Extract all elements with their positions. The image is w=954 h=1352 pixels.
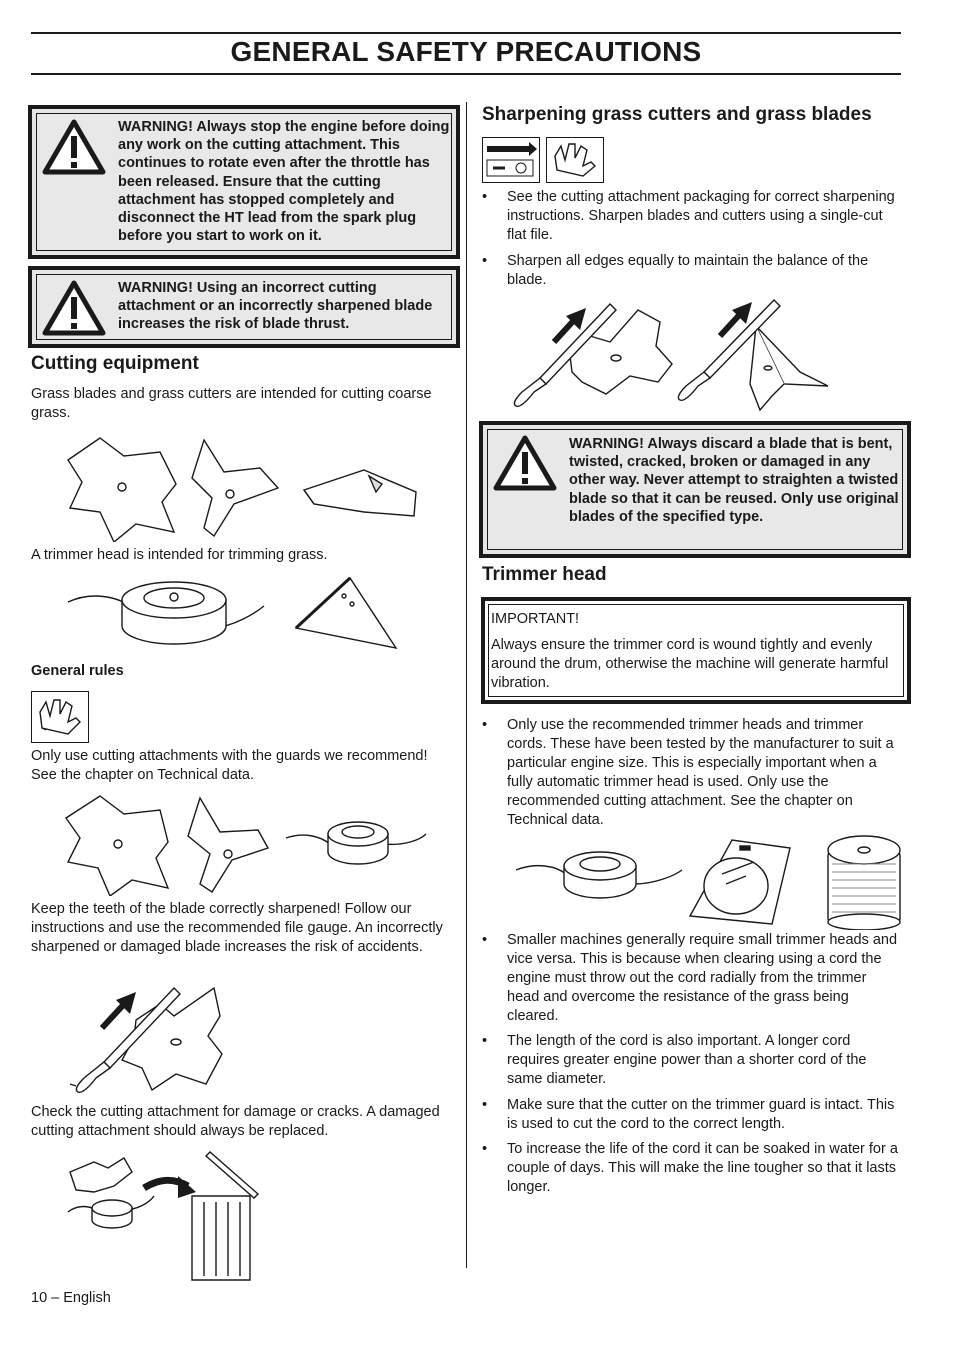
page-title: GENERAL SAFETY PRECAUTIONS [230, 36, 702, 67]
rules-paragraph-2: Keep the teeth of the blade correctly sharpened! Follow our instructions and use the recommended file gauge. An incorrectly sharpened or damaged blade increases the risk of accidents. [31, 901, 443, 955]
header-bottom-rule [31, 73, 901, 75]
glove-symbol-icon [546, 137, 604, 183]
cutting-equipment-heading: Cutting equipment [31, 353, 199, 374]
column-divider [466, 102, 467, 1268]
warning-text-stop-engine: WARNING! Always stop the engine before doing any work on the cutting attachment. This continues to rotate even after the throttle has been released. Ensure that the cutting attachment has stopped completely and disconnect the HT lead from the spark plug before you start to work on it. [118, 119, 450, 245]
trimmer-bullet-2: • Smaller machines generally require small trimmer heads and vice versa. This is because when clearing using a cord the engine must throw out the cord radially from the trimmer head and overcome the resistance of the grass being cleared. [482, 931, 902, 1026]
warning-triangle-icon [493, 435, 557, 491]
sharpen-bullet-2: • Sharpen all edges equally to maintain the balance of the blade. [482, 252, 902, 290]
cutting-paragraph-1: Grass blades and grass cutters are intended for cutting coarse grass. [31, 386, 432, 421]
general-rules-heading: General rules [31, 663, 124, 679]
important-label: IMPORTANT! [491, 611, 580, 627]
warning-box-stop-engine [28, 105, 460, 259]
warning-text-incorrect-attachment: WARNING! Using an incorrect cutting attachment or an incorrectly sharpened blade increases the risk of blade thrust. [118, 280, 433, 333]
warning-triangle-icon [42, 280, 106, 336]
trimmer-bullet-1: • Only use the recommended trimmer heads and trimmer cords. These have been tested by the manufacturer to suit a particular engine size. This is especially important when a fully automatic trimmer head is used. Only use the recommended cutting attachment. See the chapter on Technical data. [482, 716, 902, 830]
trimmer-head-illustration [64, 570, 414, 660]
file-gauge-symbol-icon [482, 137, 540, 183]
sharpening-heading: Sharpening grass cutters and grass blades [482, 104, 872, 125]
important-text: Always ensure the trimmer cord is wound tightly and evenly around the drum, otherwise the machine will generate harmful vibration. [491, 637, 889, 691]
warning-box-incorrect-attachment [28, 266, 460, 348]
cutting-paragraph-2: A trimmer head is intended for trimming grass. [31, 547, 328, 563]
recommended-attachments-illustration [64, 792, 434, 896]
rules-paragraph-1: Only use cutting attachments with the guards we recommend! See the chapter on Technical data. [31, 748, 428, 783]
blade-sharpening-illustration [64, 986, 234, 1094]
trimmer-heads-and-cord-illustration [514, 834, 904, 930]
rules-paragraph-3: Check the cutting attachment for damage or cracks. A damaged cutting attachment should always be replaced. [31, 1104, 440, 1139]
trimmer-head-heading: Trimmer head [482, 564, 607, 585]
warning-triangle-icon [42, 119, 106, 175]
glove-symbol-icon [31, 691, 89, 743]
grass-blades-illustration [64, 432, 426, 542]
trimmer-bullet-4: • Make sure that the cutter on the trimmer guard is intact. This is used to cut the cord to the correct length. [482, 1096, 902, 1134]
sharpen-bullet-1: • See the cutting attachment packaging for correct sharpening instructions. Sharpen blades and cutters using a single-cut flat file. [482, 188, 902, 245]
trimmer-bullet-3: • The length of the cord is also important. A longer cord requires greater engine power than a shorter cord of the same diameter. [482, 1032, 902, 1089]
file-sharpening-illustration [510, 296, 840, 414]
page-footer: 10 – English [31, 1290, 111, 1306]
warning-text-discard-blade: WARNING! Always discard a blade that is bent, twisted, cracked, broken or damaged in any other way. Never attempt to straighten a twisted blade so that it can be reused. Only use original blades of the specified type. [569, 436, 899, 525]
warning-box-discard-blade [479, 421, 911, 558]
important-notice-box [481, 597, 911, 704]
discard-damaged-attachment-illustration [64, 1148, 264, 1282]
header-top-rule [31, 32, 901, 34]
trimmer-bullet-5: • To increase the life of the cord it can be soaked in water for a couple of days. This will make the line tougher so that it lasts longer. [482, 1140, 902, 1197]
